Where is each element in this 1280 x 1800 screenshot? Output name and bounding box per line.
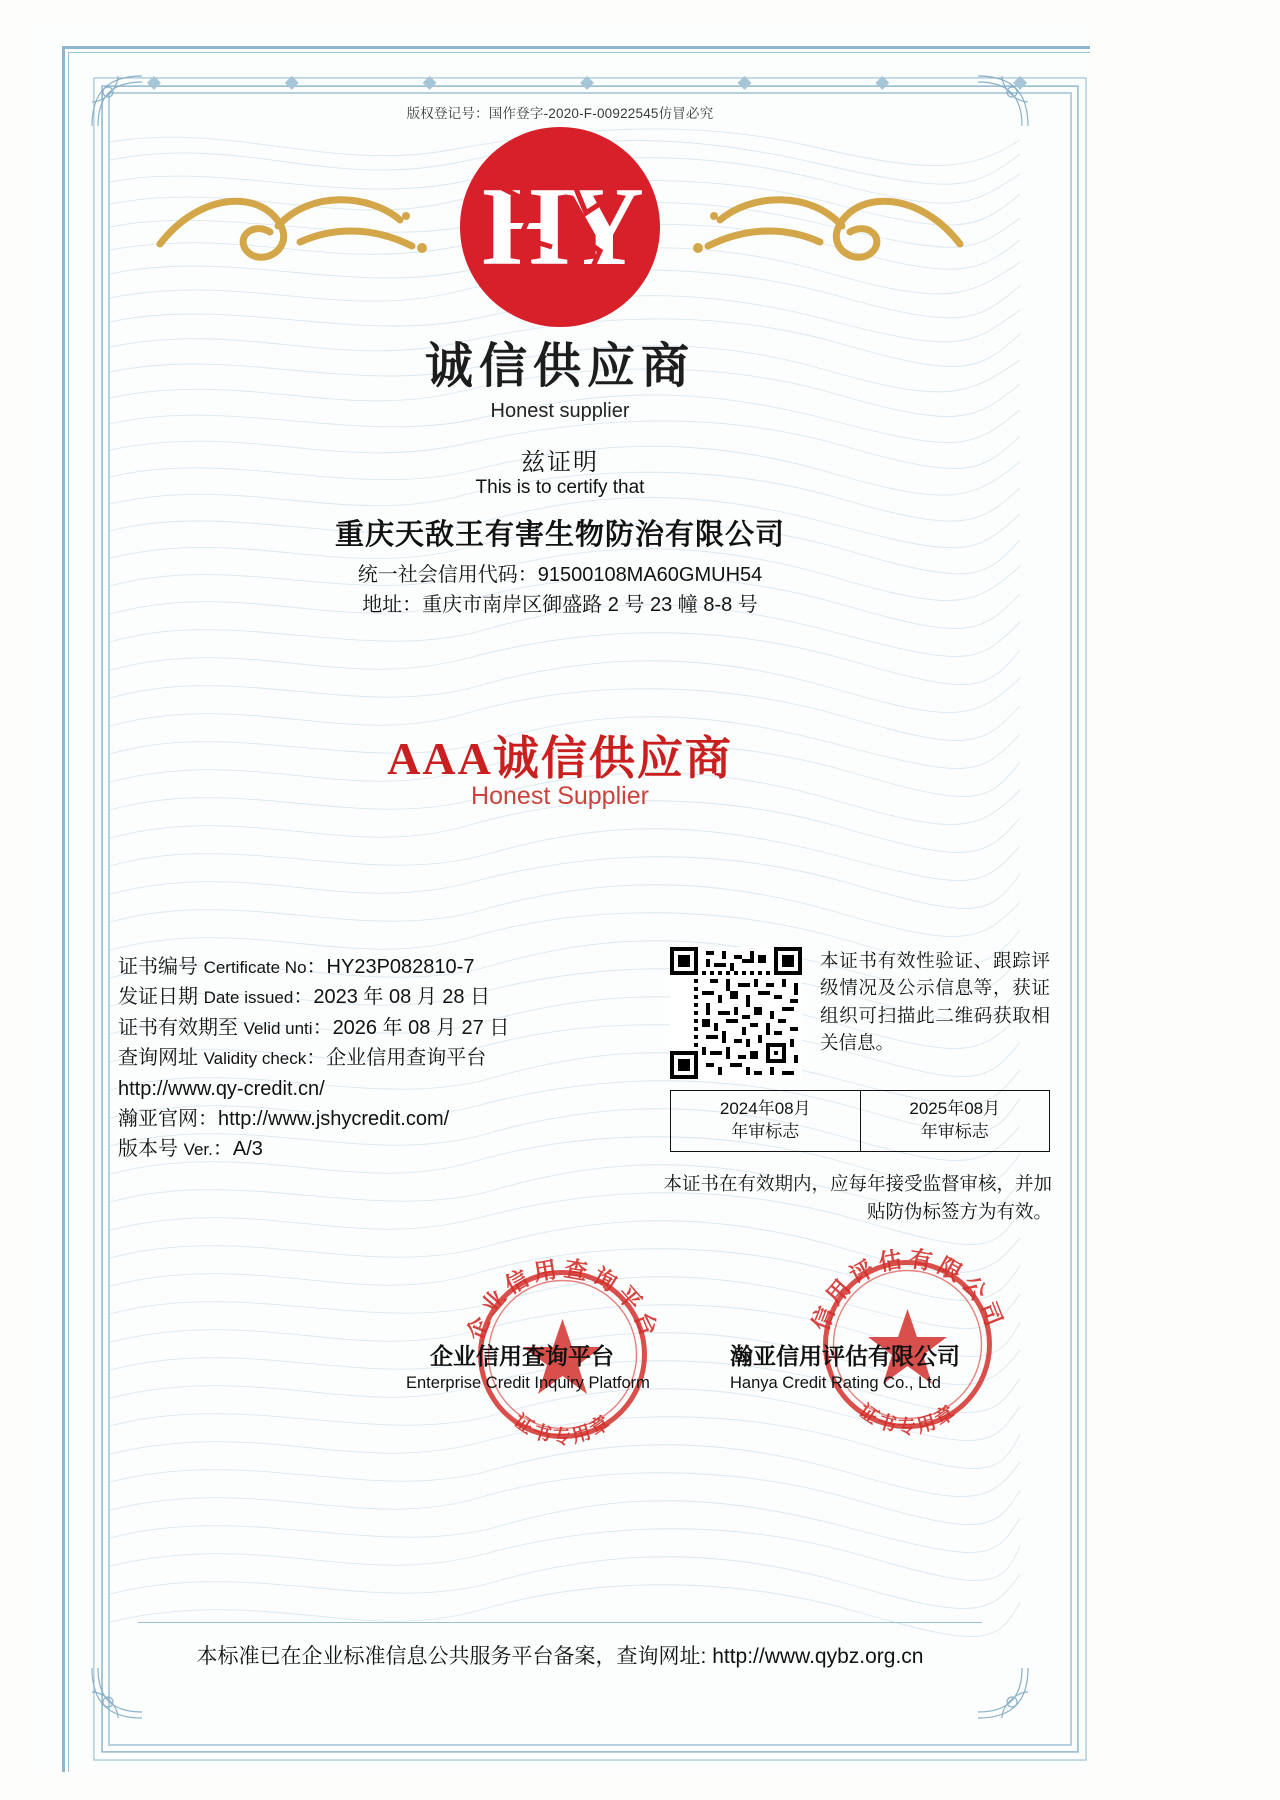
detail-sep: ： bbox=[306, 956, 327, 978]
validity-check-url[interactable]: http://www.qy-credit.cn/ bbox=[118, 1077, 325, 1100]
footer-note: 本标准已在企业标准信息公共服务平台备案，查询网址: http://www.qybz.org.cn bbox=[196, 1645, 924, 1668]
issuer-name-right-en: Hanya Credit Rating Co., Ltd bbox=[730, 1374, 941, 1392]
official-site-label: 瀚亚官网： bbox=[118, 1107, 218, 1130]
version-value: A/3 bbox=[232, 1138, 263, 1161]
flourish-right-ornament bbox=[670, 172, 970, 282]
copyright-notice: 版权登记号：国作登字-2020-F-00922545仿冒必究 bbox=[406, 106, 714, 121]
supervision-note: 本证书在有效期内，应每年接受监督审核，并加贴防伪标签方为有效。 bbox=[663, 1173, 1052, 1222]
certify-line-en: This is to certify that bbox=[475, 477, 645, 498]
detail-row bbox=[118, 982, 638, 1012]
footer-divider bbox=[138, 1622, 982, 1623]
certify-line-cn: 兹证明 bbox=[521, 449, 599, 476]
detail-label-cn: 证书有效期至 bbox=[118, 1016, 238, 1039]
qr-code[interactable] bbox=[670, 947, 802, 1079]
detail-row-version bbox=[118, 1134, 638, 1164]
page-title: 诚信供应商 bbox=[424, 340, 695, 393]
detail-sep: ： bbox=[293, 986, 314, 1009]
award-title-en: Honest Supplier bbox=[471, 782, 649, 810]
detail-value: HY23P082810-7 bbox=[326, 956, 475, 978]
annual-audit-label: 年审标志 bbox=[731, 1122, 800, 1141]
detail-label-cn: 证书编号 bbox=[118, 956, 198, 978]
seal-arc-text: 企业信用查询平台 bbox=[461, 1255, 665, 1344]
annual-audit-box-2025 bbox=[861, 1090, 1051, 1152]
annual-audit-box-2024 bbox=[670, 1090, 861, 1152]
issuer-name-left-en: Enterprise Credit Inquiry Platform bbox=[406, 1374, 650, 1392]
seal-bottom-text: 证书专用章 bbox=[509, 1410, 617, 1448]
detail-sep: ： bbox=[212, 1138, 233, 1161]
version-label-en: Ver. bbox=[183, 1140, 213, 1160]
detail-label-en: Certificate No bbox=[203, 958, 307, 977]
svg-text:证书专用章 bbox=[855, 1399, 962, 1438]
annual-audit-label: 年审标志 bbox=[920, 1122, 989, 1141]
company-logo bbox=[460, 127, 660, 327]
svg-text:证书专用章 bbox=[510, 1409, 617, 1448]
issuer-name-left-cn: 企业信用查询平台 bbox=[430, 1343, 614, 1369]
certificate-details bbox=[118, 952, 638, 1165]
issuer-name-right-cn: 瀚亚信用评估有限公司 bbox=[730, 1343, 960, 1369]
qr-instruction-text: 本证书有效性验证、跟踪评级情况及公示信息等，获证组织可扫描此二维码获取相关信息。 bbox=[820, 950, 1050, 1054]
certificate-body bbox=[30, 22, 1090, 1772]
detail-label-cn: 发证日期 bbox=[118, 986, 198, 1009]
detail-sep: ： bbox=[312, 1016, 333, 1039]
detail-row bbox=[118, 1013, 638, 1043]
detail-row bbox=[118, 952, 638, 982]
credit-code: 统一社会信用代码：91500108MA60GMUH54 bbox=[357, 564, 763, 586]
logo-text: HY bbox=[482, 165, 638, 289]
detail-row-official-site bbox=[118, 1104, 638, 1134]
detail-sep: ： bbox=[306, 1047, 327, 1070]
annual-audit-date: 2024年08月 bbox=[719, 1099, 811, 1119]
company-address: 地址：重庆市南岸区御盛路 2 号 23 幢 8-8 号 bbox=[362, 594, 758, 616]
annual-audit-date: 2025年08月 bbox=[909, 1099, 1001, 1119]
detail-label-en: Velid unti bbox=[243, 1018, 313, 1038]
detail-label-en: Date issued bbox=[203, 988, 294, 1008]
seal-bottom-text: 证书专用章 bbox=[854, 1400, 962, 1438]
detail-value: 企业信用查询平台 bbox=[326, 1047, 487, 1070]
version-label-cn: 版本号 bbox=[118, 1138, 178, 1161]
detail-label-cn: 查询网址 bbox=[118, 1047, 198, 1070]
flourish-left-ornament bbox=[150, 172, 450, 282]
award-title-cn: AAA诚信供应商 bbox=[387, 733, 733, 784]
logo-crack-pattern bbox=[460, 127, 660, 327]
detail-row-url bbox=[118, 1074, 638, 1104]
page-title-en: Honest supplier bbox=[490, 400, 630, 422]
detail-label-en: Validity check bbox=[203, 1049, 307, 1069]
official-site-url[interactable]: http://www.jshycredit.com/ bbox=[218, 1107, 450, 1130]
annual-audit-boxes bbox=[670, 1090, 1050, 1152]
seal-arc-text: 信用评估有限公司 bbox=[806, 1245, 1010, 1334]
detail-row bbox=[118, 1043, 638, 1073]
company-name: 重庆天敌王有害生物防治有限公司 bbox=[334, 519, 785, 551]
detail-value: 2023 年 08 月 28 日 bbox=[313, 986, 491, 1009]
detail-value: 2026 年 08 月 27 日 bbox=[332, 1016, 510, 1039]
